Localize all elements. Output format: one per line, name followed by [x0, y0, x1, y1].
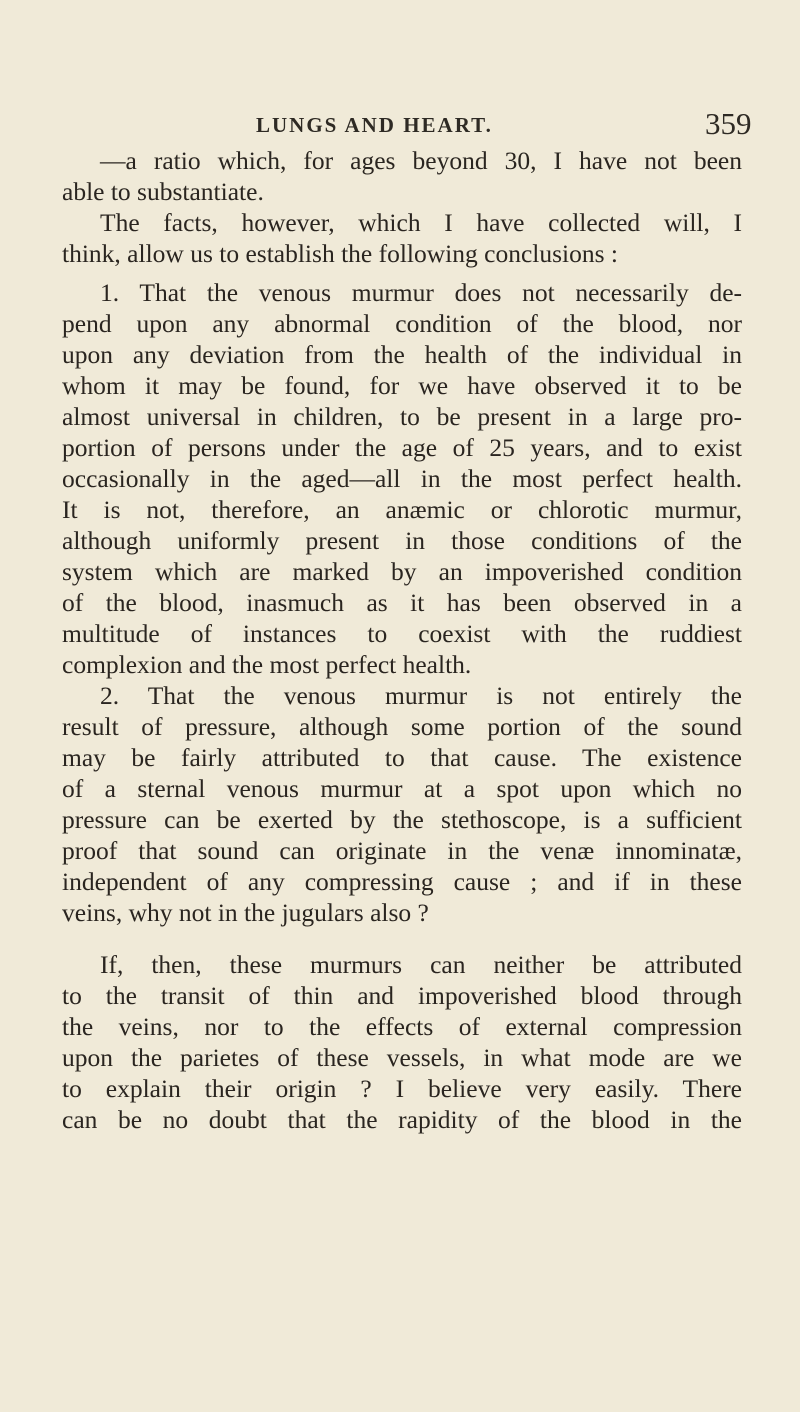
text-line: If, then, these murmurs can neither be attributed: [100, 950, 742, 979]
text-line: can be no doubt that the rapidity of the blood in the: [62, 1105, 742, 1134]
text-line: may be fairly attributed to that cause. The existence: [62, 743, 742, 772]
text-line: independent of any compressing cause ; and if in these: [62, 867, 742, 896]
conclusion-2: [62, 680, 742, 928]
body-text: [62, 145, 742, 1135]
text-line: veins, why not in the jugulars also ?: [62, 898, 429, 927]
running-head: LUNGS AND HEART.: [256, 113, 493, 137]
text-line: able to substantiate.: [62, 177, 264, 206]
text-line: pressure can be exerted by the stethoscope, is a sufficient: [62, 805, 742, 834]
text-line: proof that sound can originate in the venæ innominatæ,: [62, 836, 742, 865]
paragraph-intro: [62, 207, 742, 269]
text-line: think, allow us to establish the following conclusions :: [62, 239, 618, 268]
page-number: 359: [705, 106, 752, 141]
text-line: although uniformly present in those conditions of the: [62, 526, 742, 555]
text-line: —a ratio which, for ages beyond 30, I have not been: [100, 146, 742, 175]
text-line: pend upon any abnormal condition of the blood, nor: [62, 309, 742, 338]
paragraph-explanation: [62, 949, 742, 1135]
text-line: of a sternal venous murmur at a spot upon which no: [62, 774, 742, 803]
text-line: upon any deviation from the health of the individual in: [62, 340, 742, 369]
text-line: The facts, however, which I have collected will, I: [100, 208, 742, 237]
text-line: system which are marked by an impoverished condition: [62, 557, 742, 586]
text-line: the veins, nor to the effects of external compression: [62, 1012, 742, 1041]
text-line: 2. That the venous murmur is not entirely the: [100, 681, 742, 710]
text-line: almost universal in children, to be present in a large pro-: [62, 402, 742, 431]
text-line: complexion and the most perfect health.: [62, 650, 472, 679]
paragraph-continuation: [62, 145, 742, 207]
text-line: whom it may be found, for we have observed it to be: [62, 371, 742, 400]
text-line: to explain their origin ? I believe very easily. There: [62, 1074, 742, 1103]
text-line: upon the parietes of these vessels, in what mode are we: [62, 1043, 742, 1072]
text-line: of the blood, inasmuch as it has been observed in a: [62, 588, 742, 617]
conclusion-1: [62, 277, 742, 680]
text-line: result of pressure, although some portion of the sound: [62, 712, 742, 741]
text-line: multitude of instances to coexist with the ruddiest: [62, 619, 742, 648]
text-line: portion of persons under the age of 25 years, and to exist: [62, 433, 742, 462]
text-line: occasionally in the aged—all in the most perfect health.: [62, 464, 742, 493]
text-line: 1. That the venous murmur does not necessarily de-: [100, 278, 742, 307]
text-line: It is not, therefore, an anæmic or chlorotic murmur,: [62, 495, 742, 524]
text-line: to the transit of thin and impoverished blood through: [62, 981, 742, 1010]
